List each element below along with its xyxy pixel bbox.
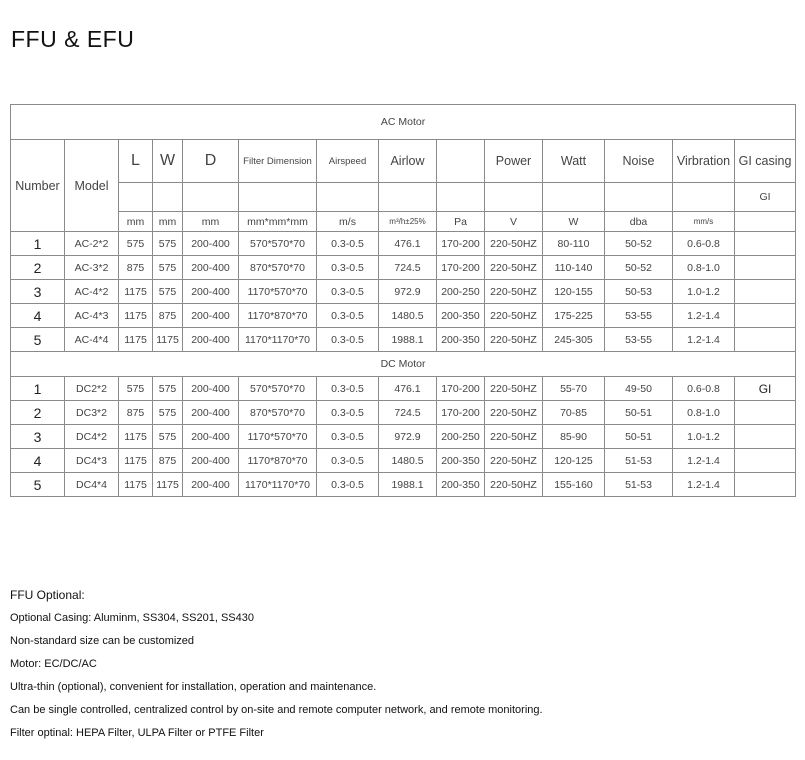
unit-l: mm [119,212,153,232]
dc-cell-l: 1175 [119,449,153,473]
ac-cell-model: AC-4*2 [65,280,119,304]
ac-cell-model: AC-4*3 [65,304,119,328]
dc-cell-power: 220-50HZ [485,473,543,497]
ac-cell-vibration: 1.2-1.4 [673,304,735,328]
unit-airlow: m³/h±25% [379,212,437,232]
dc-cell-noise: 50-51 [605,425,673,449]
dc-cell-filter-dimension: 570*570*70 [239,377,317,401]
dc-cell-airlow: 724.5 [379,401,437,425]
ac-cell-noise: 50-52 [605,232,673,256]
header-noise: Noise [605,140,673,183]
ac-cell-d: 200-400 [183,256,239,280]
ac-cell-noise: 53-55 [605,304,673,328]
units-row [11,212,796,232]
notes-line-casing: Optional Casing: Aluminm, SS304, SS201, SS430 [10,612,254,624]
notes-line-motor: Motor: EC/DC/AC [10,658,97,670]
ac-cell-power: 220-50HZ [485,328,543,352]
ac-cell-pressure: 170-200 [437,232,485,256]
dc-motor-section-row [11,352,796,377]
notes-line-filter: Filter optinal: HEPA Filter, ULPA Filter or PTFE Filter [10,727,264,739]
dc-cell-power: 220-50HZ [485,425,543,449]
dc-cell-number: 2 [11,401,65,425]
ac-cell-pressure: 200-350 [437,328,485,352]
dc-cell-noise: 51-53 [605,449,673,473]
dc-cell-gi-casing [735,449,796,473]
ac-cell-gi-casing [735,232,796,256]
ac-cell-l: 1175 [119,304,153,328]
ac-cell-number: 1 [11,232,65,256]
gi-header-cell: GI [735,183,796,212]
dc-cell-pressure: 200-250 [437,425,485,449]
notes-title: FFU Optional: [10,588,85,602]
ac-cell-gi-casing [735,280,796,304]
ac-cell-gi-casing [735,304,796,328]
header-virbration: Virbration [673,140,735,183]
ac-cell-w: 575 [153,232,183,256]
ac-cell-vibration: 1.2-1.4 [673,328,735,352]
dc-cell-airspeed: 0.3-0.5 [317,401,379,425]
ac-cell-d: 200-400 [183,328,239,352]
dc-cell-model: DC4*3 [65,449,119,473]
dc-cell-watt: 55-70 [543,377,605,401]
dc-cell-filter-dimension: 870*570*70 [239,401,317,425]
header-model: Model [65,140,119,232]
header-number: Number [11,140,65,232]
ac-cell-model: AC-2*2 [65,232,119,256]
ac-cell-watt: 120-155 [543,280,605,304]
dc-cell-l: 875 [119,401,153,425]
dc-cell-vibration: 1.2-1.4 [673,473,735,497]
dc-cell-l: 1175 [119,473,153,497]
dc-cell-watt: 85-90 [543,425,605,449]
unit-d: mm [183,212,239,232]
dc-cell-noise: 51-53 [605,473,673,497]
ac-cell-number: 2 [11,256,65,280]
header-watt: Watt [543,140,605,183]
header-airlow: Airlow [379,140,437,183]
ac-cell-airlow: 972.9 [379,280,437,304]
ac-cell-power: 220-50HZ [485,232,543,256]
ac-cell-l: 875 [119,256,153,280]
dc-cell-airlow: 1988.1 [379,473,437,497]
header-airspeed: Airspeed [317,140,379,183]
ac-cell-filter-dimension: 1170*570*70 [239,280,317,304]
unit-pressure: Pa [437,212,485,232]
ac-cell-watt: 175-225 [543,304,605,328]
ac-cell-noise: 50-53 [605,280,673,304]
ac-cell-d: 200-400 [183,280,239,304]
dc-cell-pressure: 200-350 [437,449,485,473]
sub-header-row [11,183,796,212]
ac-row [11,256,796,280]
dc-cell-watt: 155-160 [543,473,605,497]
ac-cell-vibration: 0.8-1.0 [673,256,735,280]
dc-row [11,449,796,473]
dc-cell-d: 200-400 [183,473,239,497]
ac-cell-l: 575 [119,232,153,256]
dc-cell-number: 1 [11,377,65,401]
dc-cell-model: DC3*2 [65,401,119,425]
header-w: W [153,140,183,183]
dc-cell-noise: 49-50 [605,377,673,401]
ac-cell-airspeed: 0.3-0.5 [317,328,379,352]
ac-row [11,232,796,256]
unit-w: mm [153,212,183,232]
dc-row [11,473,796,497]
unit-gi-casing [735,212,796,232]
dc-cell-d: 200-400 [183,425,239,449]
ac-cell-pressure: 200-250 [437,280,485,304]
unit-noise: dba [605,212,673,232]
dc-cell-w: 575 [153,377,183,401]
ac-motor-heading: AC Motor [11,105,796,140]
ac-cell-w: 575 [153,280,183,304]
dc-cell-w: 575 [153,401,183,425]
unit-watt: W [543,212,605,232]
ac-cell-airlow: 724.5 [379,256,437,280]
dc-cell-model: DC2*2 [65,377,119,401]
notes-line-control: Can be single controlled, centralized control by on-site and remote computer network, and remote monitoring. [10,704,543,716]
dc-motor-rows [11,377,796,497]
dc-cell-filter-dimension: 1170*870*70 [239,449,317,473]
ac-cell-airspeed: 0.3-0.5 [317,304,379,328]
dc-cell-model: DC4*4 [65,473,119,497]
dc-cell-pressure: 170-200 [437,401,485,425]
ac-cell-airlow: 476.1 [379,232,437,256]
ffu-optional-notes [10,584,543,745]
dc-cell-gi-casing: GI [735,377,796,401]
ac-cell-airlow: 1480.5 [379,304,437,328]
page-title: FFU & EFU [11,26,135,52]
dc-row [11,377,796,401]
header-power: Power [485,140,543,183]
dc-cell-airlow: 972.9 [379,425,437,449]
dc-cell-power: 220-50HZ [485,401,543,425]
dc-cell-l: 575 [119,377,153,401]
ac-cell-filter-dimension: 870*570*70 [239,256,317,280]
ac-cell-gi-casing [735,328,796,352]
ac-cell-airspeed: 0.3-0.5 [317,280,379,304]
ac-cell-power: 220-50HZ [485,280,543,304]
dc-cell-airspeed: 0.3-0.5 [317,473,379,497]
ac-cell-w: 875 [153,304,183,328]
ac-cell-power: 220-50HZ [485,256,543,280]
ac-motor-section-row [11,105,796,140]
ac-row [11,328,796,352]
dc-cell-noise: 50-51 [605,401,673,425]
dc-cell-vibration: 0.6-0.8 [673,377,735,401]
header-d: D [183,140,239,183]
dc-cell-gi-casing [735,425,796,449]
ac-cell-filter-dimension: 1170*870*70 [239,304,317,328]
dc-row [11,425,796,449]
dc-cell-watt: 70-85 [543,401,605,425]
ac-cell-pressure: 170-200 [437,256,485,280]
unit-filter-dimension: mm*mm*mm [239,212,317,232]
ac-cell-number: 3 [11,280,65,304]
ac-row [11,280,796,304]
ac-cell-vibration: 1.0-1.2 [673,280,735,304]
unit-power: V [485,212,543,232]
dc-cell-model: DC4*2 [65,425,119,449]
ac-cell-vibration: 0.6-0.8 [673,232,735,256]
ac-cell-l: 1175 [119,280,153,304]
ac-cell-watt: 110-140 [543,256,605,280]
dc-cell-d: 200-400 [183,449,239,473]
ac-cell-airspeed: 0.3-0.5 [317,256,379,280]
ac-cell-l: 1175 [119,328,153,352]
dc-cell-airlow: 476.1 [379,377,437,401]
ac-cell-filter-dimension: 570*570*70 [239,232,317,256]
dc-cell-vibration: 0.8-1.0 [673,401,735,425]
ac-row [11,304,796,328]
ac-cell-model: AC-3*2 [65,256,119,280]
ac-cell-watt: 245-305 [543,328,605,352]
dc-cell-w: 875 [153,449,183,473]
ac-cell-pressure: 200-350 [437,304,485,328]
header-row [11,140,796,183]
dc-cell-number: 4 [11,449,65,473]
ac-cell-model: AC-4*4 [65,328,119,352]
dc-row [11,401,796,425]
unit-vibration: mm/s [673,212,735,232]
ac-cell-noise: 53-55 [605,328,673,352]
header-filter-dimension: Filter Dimension [239,140,317,183]
ac-cell-watt: 80-110 [543,232,605,256]
notes-line-size: Non-standard size can be customized [10,635,195,647]
dc-cell-airlow: 1480.5 [379,449,437,473]
ac-cell-airspeed: 0.3-0.5 [317,232,379,256]
dc-cell-w: 1175 [153,473,183,497]
dc-cell-number: 5 [11,473,65,497]
dc-cell-filter-dimension: 1170*570*70 [239,425,317,449]
dc-cell-pressure: 170-200 [437,377,485,401]
dc-motor-heading: DC Motor [11,352,796,377]
ac-cell-noise: 50-52 [605,256,673,280]
dc-cell-d: 200-400 [183,401,239,425]
dc-cell-power: 220-50HZ [485,377,543,401]
dc-cell-power: 220-50HZ [485,449,543,473]
ac-cell-gi-casing [735,256,796,280]
ac-cell-filter-dimension: 1170*1170*70 [239,328,317,352]
dc-cell-gi-casing [735,473,796,497]
spec-table [10,104,796,497]
ac-cell-w: 1175 [153,328,183,352]
ac-motor-rows [11,232,796,352]
unit-airspeed: m/s [317,212,379,232]
notes-line-ultra-thin: Ultra-thin (optional), convenient for installation, operation and maintenance. [10,681,377,693]
dc-cell-l: 1175 [119,425,153,449]
ac-cell-w: 575 [153,256,183,280]
header-l: L [119,140,153,183]
ac-cell-airlow: 1988.1 [379,328,437,352]
dc-cell-vibration: 1.2-1.4 [673,449,735,473]
dc-cell-airspeed: 0.3-0.5 [317,377,379,401]
header-blank [437,140,485,183]
ac-cell-d: 200-400 [183,232,239,256]
dc-cell-gi-casing [735,401,796,425]
dc-cell-vibration: 1.0-1.2 [673,425,735,449]
dc-cell-airspeed: 0.3-0.5 [317,425,379,449]
dc-cell-airspeed: 0.3-0.5 [317,449,379,473]
dc-cell-pressure: 200-350 [437,473,485,497]
dc-cell-filter-dimension: 1170*1170*70 [239,473,317,497]
ac-cell-number: 4 [11,304,65,328]
ac-cell-number: 5 [11,328,65,352]
dc-cell-d: 200-400 [183,377,239,401]
dc-cell-w: 575 [153,425,183,449]
ac-cell-d: 200-400 [183,304,239,328]
ac-cell-power: 220-50HZ [485,304,543,328]
header-gi-casing: GI casing [735,140,796,183]
dc-cell-number: 3 [11,425,65,449]
dc-cell-watt: 120-125 [543,449,605,473]
